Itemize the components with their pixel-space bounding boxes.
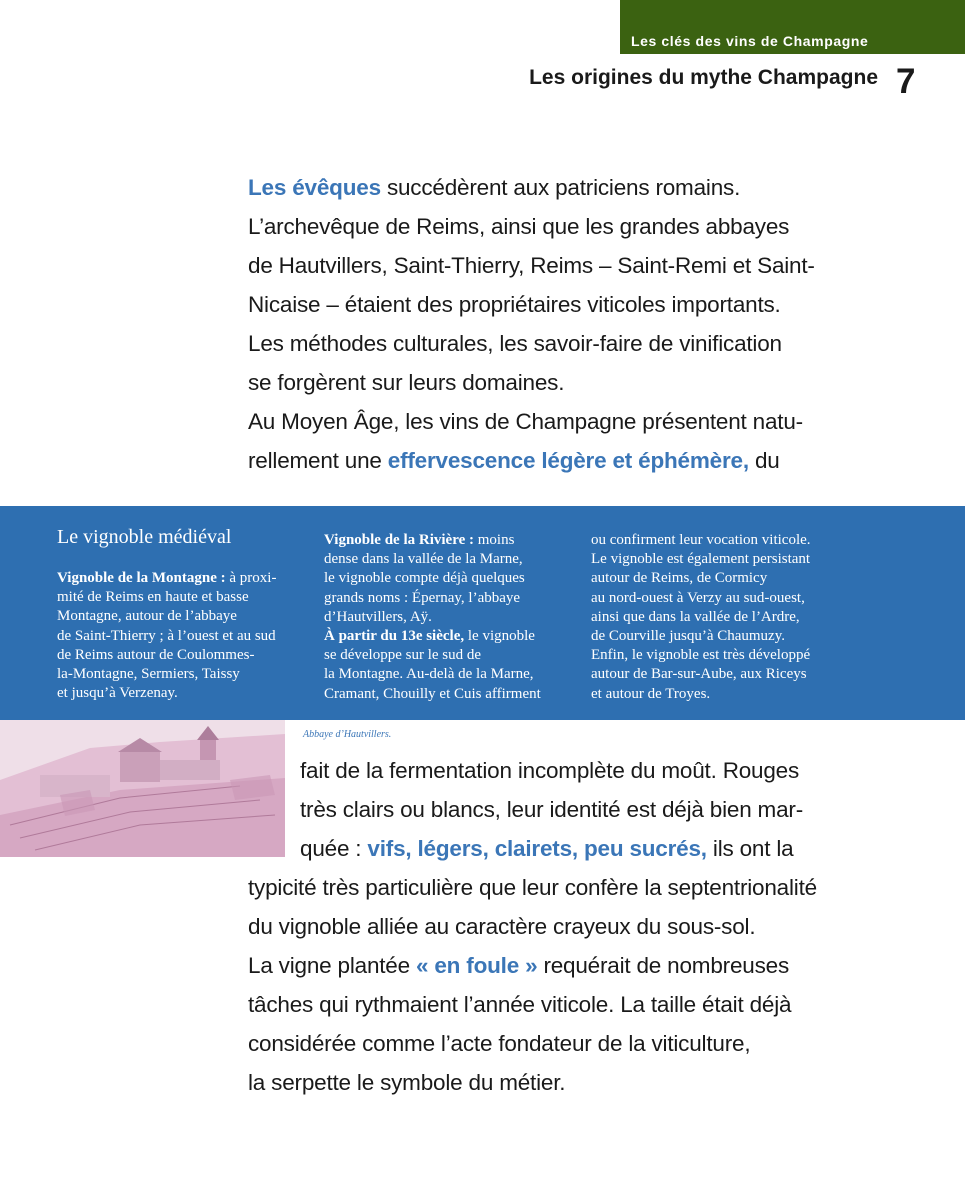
text-line: [591, 531, 811, 550]
highlighted-phrase: Les évêques: [248, 175, 381, 200]
text-run: de Saint-Thierry ; à l’ouest et au sud: [57, 627, 276, 644]
text-run: rellement une: [248, 448, 388, 473]
text-line: [248, 868, 817, 907]
text-run: tâches qui rythmaient l’année viticole. La taille était déjà: [248, 992, 792, 1017]
text-run: et autour de Troyes.: [591, 685, 711, 702]
bold-phrase: Vignoble de la Rivière :: [324, 532, 474, 548]
text-run: fait de la fermentation incomplète du moût. Rouges: [300, 758, 800, 783]
text-run: succédèrent aux patriciens romains.: [380, 175, 741, 200]
text-run: Montagne, autour de l’abbaye: [57, 608, 237, 625]
text-line: [248, 402, 815, 441]
text-run: mité de Reims en haute et basse: [57, 589, 249, 606]
text-run: le vignoble compte déjà quelques: [324, 570, 525, 587]
text-line: [591, 685, 811, 704]
sidebar-title: Le vignoble médiéval: [57, 526, 232, 548]
text-line: [324, 569, 541, 588]
text-run: ainsi que dans la vallée de l’Ardre,: [591, 608, 800, 625]
text-line: [248, 324, 815, 363]
text-line: [591, 550, 811, 569]
text-line: [57, 627, 276, 646]
text-line: [248, 441, 815, 480]
text-line: [324, 589, 541, 608]
figure-caption: Abbaye d’Hautvillers.: [303, 729, 392, 740]
text-run: la Montagne. Au-delà de la Marne,: [324, 666, 534, 683]
text-run: la-Montagne, Sermiers, Taissy: [57, 666, 240, 683]
text-run: ou confirment leur vocation viticole.: [591, 532, 811, 548]
text-line: [57, 665, 276, 684]
series-title: Les clés des vins de Champagne: [631, 33, 869, 49]
text-run: la serpette le symbole du métier.: [248, 1070, 566, 1095]
text-run: et jusqu’à Verzenay.: [57, 685, 178, 702]
text-line: [324, 627, 541, 646]
text-line: [591, 569, 811, 588]
text-line: [324, 665, 541, 684]
text-run: du: [748, 448, 780, 473]
text-line: [57, 569, 276, 588]
text-line: [248, 363, 815, 402]
text-run: Au Moyen Âge, les vins de Champagne présentent natu-: [248, 409, 803, 434]
text-line: [248, 168, 815, 207]
text-line: [57, 588, 276, 607]
text-run: Les méthodes culturales, les savoir-faire de vinification: [248, 331, 782, 356]
sidebar-column-other: [591, 531, 811, 704]
text-run: du vignoble alliée au caractère crayeux du sous-sol.: [248, 914, 756, 939]
text-run: autour de Bar-sur-Aube, aux Riceys: [591, 666, 807, 683]
highlighted-phrase: vifs, légers, clairets, peu sucrés,: [367, 836, 707, 861]
text-run: se développe sur le sud de: [324, 647, 482, 664]
text-line: [324, 531, 541, 550]
text-run: autour de Reims, de Cormicy: [591, 570, 768, 587]
text-run: L’archevêque de Reims, ainsi que les grandes abbayes: [248, 214, 790, 239]
text-line: [300, 790, 803, 829]
text-run: considérée comme l’acte fondateur de la viticulture,: [248, 1031, 751, 1056]
highlighted-phrase: effervescence légère et éphémère,: [387, 448, 749, 473]
text-line: [591, 589, 811, 608]
intro-paragraph: [248, 168, 815, 480]
text-line: [248, 246, 815, 285]
text-line: [324, 608, 541, 627]
series-header-bar: [620, 0, 965, 54]
text-line: [324, 646, 541, 665]
text-line: [57, 684, 276, 703]
page-number: 7: [896, 62, 916, 101]
text-line: [591, 646, 811, 665]
text-run: très clairs ou blancs, leur identité est déjà bien mar-: [300, 797, 803, 822]
body-paragraph-part1: [300, 751, 803, 868]
body-paragraph-part2: [248, 868, 817, 1102]
text-line: [57, 646, 276, 665]
text-line: [300, 751, 803, 790]
text-line: [248, 1024, 817, 1063]
text-run: moins: [474, 532, 515, 548]
text-run: de Hautvillers, Saint-Thierry, Reims – Saint-Remi et Saint-: [248, 253, 815, 278]
text-run: grands noms : Épernay, l’abbaye: [324, 589, 521, 606]
bold-phrase: Vignoble de la Montagne :: [57, 570, 226, 586]
text-run: requérait de nombreuses: [537, 953, 789, 978]
text-run: dense dans la vallée de la Marne,: [324, 551, 523, 568]
text-line: [591, 627, 811, 646]
text-line: [300, 829, 803, 868]
chapter-title: Les origines du mythe Champagne: [529, 66, 878, 89]
bold-phrase: À partir du 13e siècle,: [324, 628, 465, 645]
text-run: La vigne plantée: [248, 953, 416, 978]
text-line: [591, 608, 811, 627]
text-line: [248, 1063, 817, 1102]
text-run: se forgèrent sur leurs domaines.: [248, 370, 565, 395]
text-run: au nord-ouest à Verzy au sud-ouest,: [591, 589, 805, 606]
text-line: [248, 946, 817, 985]
sidebar-box: [0, 506, 965, 720]
text-run: quée :: [300, 836, 368, 861]
text-run: typicité très particulière que leur confère la septentrionalité: [248, 875, 817, 900]
text-line: [591, 665, 811, 684]
text-line: [248, 985, 817, 1024]
highlighted-phrase: « en foule »: [416, 953, 538, 978]
text-run: de Courville jusqu’à Chaumuzy.: [591, 628, 785, 645]
text-run: Le vignoble est également persistant: [591, 551, 811, 568]
text-run: ils ont la: [706, 836, 794, 861]
text-run: à proxi-: [225, 570, 277, 586]
text-run: Cramant, Chouilly et Cuis affirment: [324, 685, 541, 702]
text-run: Nicaise – étaient des propriétaires viticoles importants.: [248, 292, 781, 317]
text-line: [324, 550, 541, 569]
text-line: [248, 285, 815, 324]
abbey-illustration: [0, 720, 285, 857]
text-line: [324, 685, 541, 704]
text-run: Enfin, le vignoble est très développé: [591, 647, 811, 664]
text-run: d’Hautvillers, Aÿ.: [324, 608, 432, 625]
text-line: [57, 607, 276, 626]
text-line: [248, 207, 815, 246]
text-run: de Reims autour de Coulommes-: [57, 646, 255, 663]
text-run: le vignoble: [464, 628, 535, 645]
sidebar-column-riviere: [324, 531, 541, 704]
sidebar-column-montagne: [57, 569, 276, 703]
text-line: [248, 907, 817, 946]
